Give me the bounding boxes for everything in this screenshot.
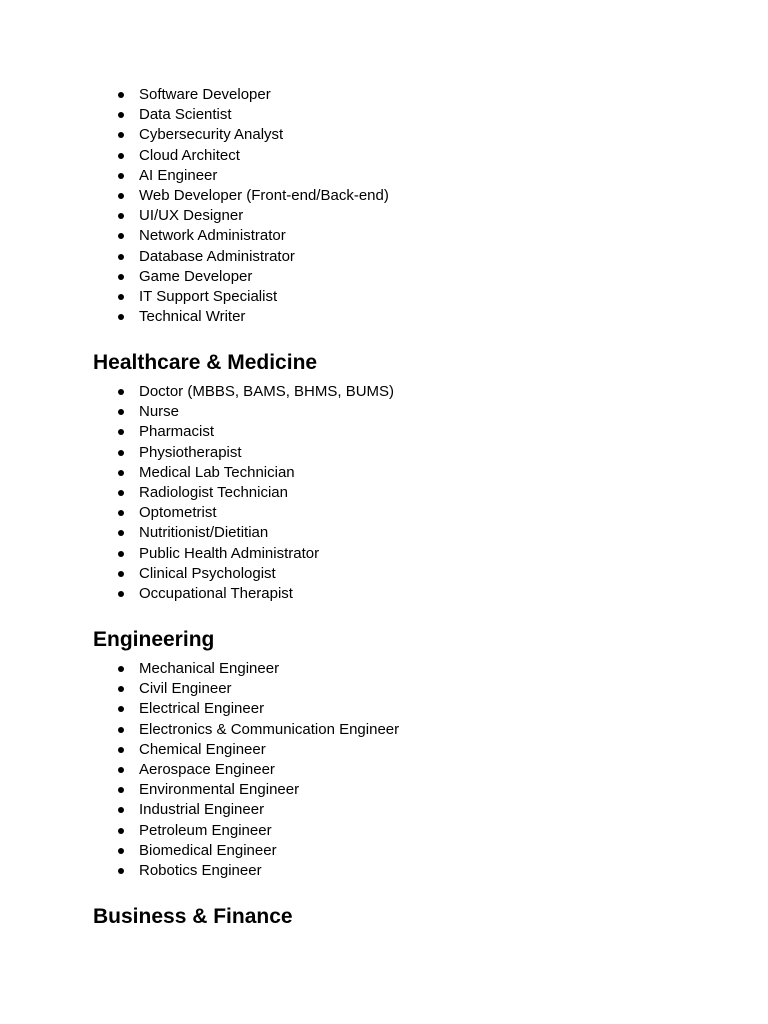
list-item-label: Mechanical Engineer: [139, 660, 280, 677]
list-item-label: Technical Writer: [139, 308, 246, 326]
section-heading-engineering: Engineering: [93, 628, 215, 651]
list-item: [112, 186, 389, 206]
bullet-icon: [118, 666, 124, 672]
bullet-icon: [118, 173, 124, 179]
bullet-icon: [118, 767, 124, 773]
bullet-icon: [118, 314, 124, 320]
list-item: [112, 720, 399, 740]
bullet-icon: [118, 747, 124, 753]
bullet-icon: [118, 591, 124, 597]
list-item-label: AI Engineer: [139, 166, 218, 184]
bullet-icon: [118, 254, 124, 260]
bullet-icon: [118, 193, 124, 199]
bullet-icon: [118, 213, 124, 219]
list-item: [112, 523, 394, 543]
list-item: [112, 780, 399, 800]
bullet-icon: [118, 112, 124, 118]
bullet-icon: [118, 727, 124, 733]
list-item: [112, 861, 399, 881]
list-item-label: Doctor (MBBS, BAMS, BHMS, BUMS): [139, 383, 395, 400]
list-item-label: Environmental Engineer: [139, 781, 300, 799]
bullet-icon: [118, 409, 124, 415]
list-item: [112, 463, 394, 483]
list-item-label: Nurse: [139, 403, 180, 421]
bullet-icon: [118, 233, 124, 239]
bullet-icon: [118, 551, 124, 557]
list-item-label: Pharmacist: [139, 423, 215, 441]
tech-careers-list: [112, 85, 389, 327]
list-item: [112, 443, 394, 463]
bullet-icon: [118, 787, 124, 793]
list-item: [112, 503, 394, 523]
list-item: [112, 422, 394, 442]
list-item-label: IT Support Specialist: [139, 287, 278, 305]
list-item-label: Optometrist: [139, 504, 217, 522]
bullet-icon: [118, 132, 124, 138]
list-item-label: Game Developer: [139, 267, 253, 285]
list-item: [112, 226, 389, 246]
list-item: [112, 267, 389, 287]
bullet-icon: [118, 807, 124, 813]
list-item-label: Medical Lab Technician: [139, 463, 295, 481]
list-item: [112, 85, 389, 105]
list-item: [112, 584, 394, 604]
bullet-icon: [118, 571, 124, 577]
list-item-label: Biomedical Engineer: [139, 841, 277, 859]
engineering-careers-list: [112, 659, 399, 881]
bullet-icon: [118, 530, 124, 536]
list-item: [112, 740, 399, 760]
bullet-icon: [118, 389, 124, 395]
list-item: [112, 564, 394, 584]
list-item: [112, 105, 389, 125]
list-item-label: Public Health Administrator: [139, 544, 320, 562]
bullet-icon: [118, 848, 124, 854]
bullet-icon: [118, 510, 124, 516]
list-item: [112, 146, 389, 166]
list-item-label: Cloud Architect: [139, 146, 240, 164]
list-item: [112, 679, 399, 699]
bullet-icon: [118, 686, 124, 692]
list-item-label: Data Scientist: [139, 106, 232, 124]
bullet-icon: [118, 153, 124, 159]
list-item: [112, 483, 394, 503]
bullet-icon: [118, 706, 124, 712]
list-item-label: Civil Engineer: [139, 680, 232, 698]
list-item-label: Electronics & Communication Engineer: [139, 720, 400, 738]
healthcare-careers-list: [112, 382, 394, 604]
list-item: [112, 544, 394, 564]
list-item: [112, 125, 389, 145]
bullet-icon: [118, 92, 124, 98]
list-item: [112, 699, 399, 719]
list-item-label: Cybersecurity Analyst: [139, 126, 284, 144]
list-item-label: Occupational Therapist: [139, 584, 293, 602]
list-item-label: Web Developer (Front-end/Back-end): [139, 186, 389, 204]
bullet-icon: [118, 274, 124, 280]
bullet-icon: [118, 490, 124, 496]
list-item-label: Nutritionist/Dietitian: [139, 524, 269, 542]
list-item-label: Chemical Engineer: [139, 740, 266, 758]
list-item: [112, 800, 399, 820]
bullet-icon: [118, 294, 124, 300]
list-item-label: Network Administrator: [139, 227, 286, 245]
list-item-label: Aerospace Engineer: [139, 760, 275, 778]
list-item-label: Clinical Psychologist: [139, 564, 276, 582]
list-item-label: Robotics Engineer: [139, 861, 262, 879]
list-item: [112, 166, 389, 186]
bullet-icon: [118, 429, 124, 435]
list-item: [112, 287, 389, 307]
bullet-icon: [118, 868, 124, 874]
bullet-icon: [118, 450, 124, 456]
list-item-label: Software Developer: [139, 86, 271, 103]
list-item: [112, 382, 394, 402]
list-item: [112, 841, 399, 861]
list-item: [112, 247, 389, 267]
list-item: [112, 659, 399, 679]
section-heading-business-finance: Business & Finance: [93, 905, 293, 928]
section-heading-healthcare: Healthcare & Medicine: [93, 351, 318, 374]
list-item-label: Database Administrator: [139, 247, 295, 265]
list-item-label: Radiologist Technician: [139, 483, 288, 501]
list-item-label: Industrial Engineer: [139, 801, 265, 819]
bullet-icon: [118, 470, 124, 476]
list-item-label: Electrical Engineer: [139, 700, 265, 718]
list-item-label: Physiotherapist: [139, 443, 242, 461]
list-item: [112, 821, 399, 841]
list-item: [112, 307, 389, 327]
list-item: [112, 760, 399, 780]
bullet-icon: [118, 828, 124, 834]
list-item: [112, 206, 389, 226]
list-item-label: Petroleum Engineer: [139, 821, 272, 839]
list-item-label: UI/UX Designer: [139, 207, 244, 225]
list-item: [112, 402, 394, 422]
